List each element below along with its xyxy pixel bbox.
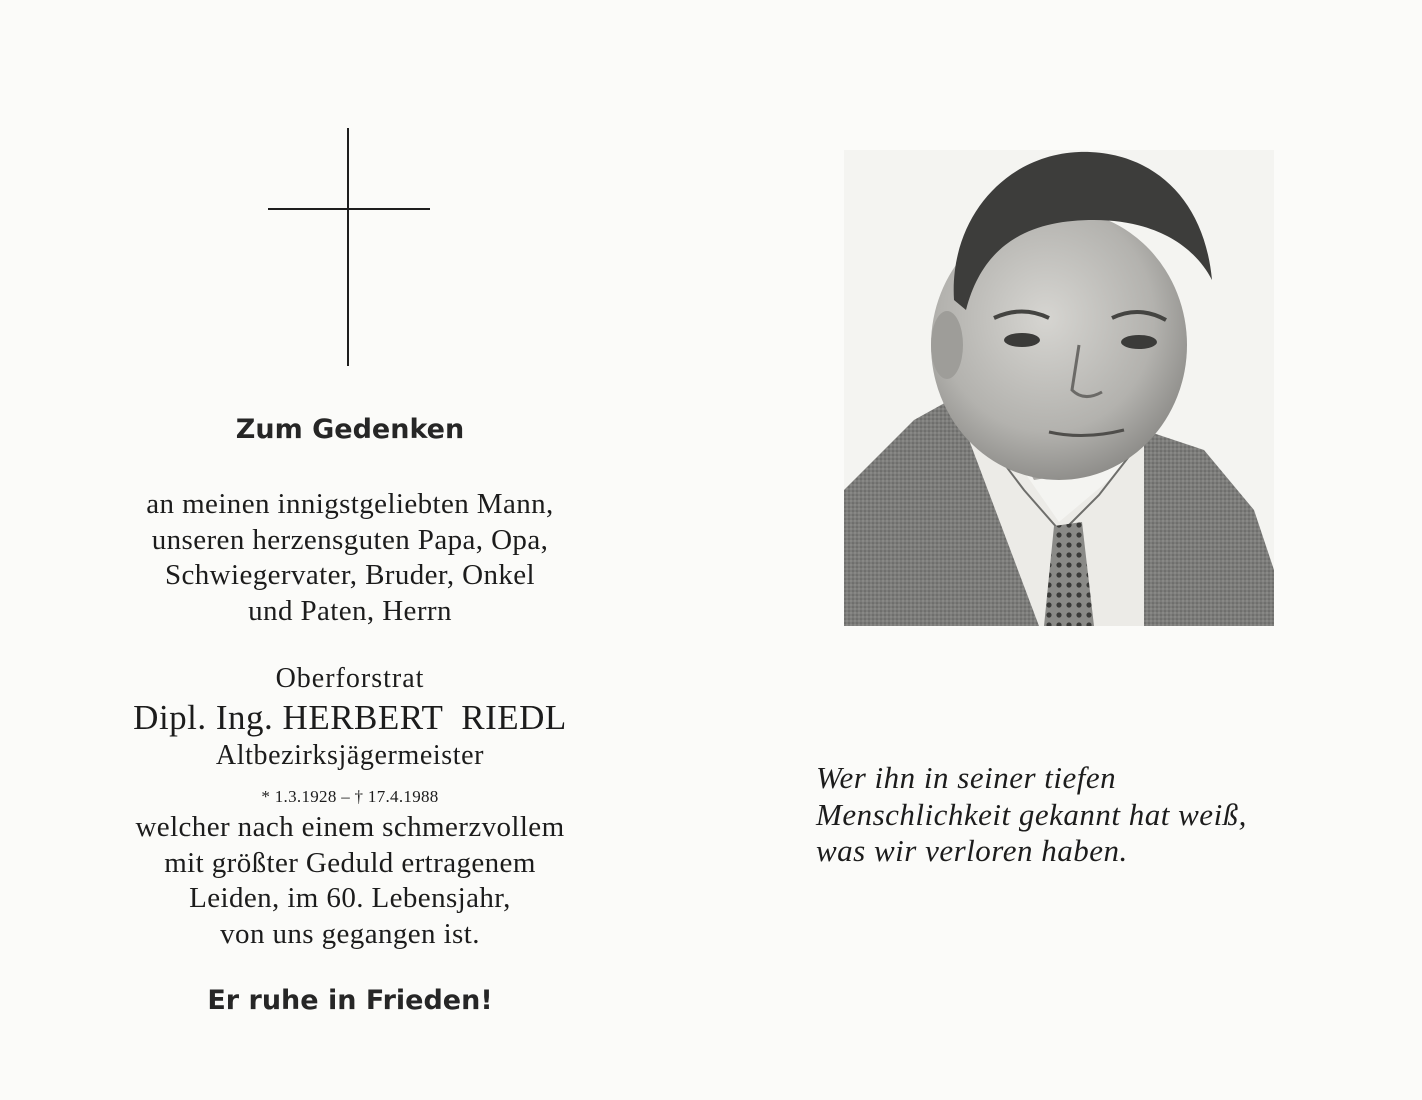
intro-line: Schwiegervater, Bruder, Onkel xyxy=(164,559,536,591)
intro-line: unseren herzensguten Papa, Opa, xyxy=(151,523,549,556)
heading: Zum Gedenken xyxy=(235,414,465,445)
body-line: welcher nach einem schmerzvollem xyxy=(135,811,565,843)
intro-line: und Paten, Herrn xyxy=(248,594,452,627)
official-title: Oberforstrat xyxy=(275,663,425,694)
intro-line: an meinen innigstgeliebten Mann, xyxy=(146,488,554,520)
body-line: von uns gegangen ist. xyxy=(220,917,480,950)
body-line: mit größter Geduld ertragenem xyxy=(164,846,536,879)
life-dates: * 1.3.1928 – † 17.4.1988 xyxy=(261,787,439,806)
deceased-name: Dipl. Ing. HERBERT RIEDL xyxy=(133,698,567,737)
cross-icon xyxy=(268,128,430,366)
body-line: Leiden, im 60. Lebensjahr, xyxy=(189,882,511,914)
quote-line: Wer ihn in seiner tiefen xyxy=(816,760,1117,795)
body-text xyxy=(80,810,620,952)
honorary-rank: Altbezirksjägermeister xyxy=(215,740,485,771)
closing-line: Er ruhe in Frieden! xyxy=(207,985,493,1016)
quote-line: was wir verloren haben. xyxy=(816,833,1128,868)
intro-text xyxy=(80,487,620,629)
portrait-photo xyxy=(844,150,1274,626)
quote-text xyxy=(816,760,1376,870)
quote-line: Menschlichkeit gekannt hat weiß, xyxy=(816,796,1247,832)
